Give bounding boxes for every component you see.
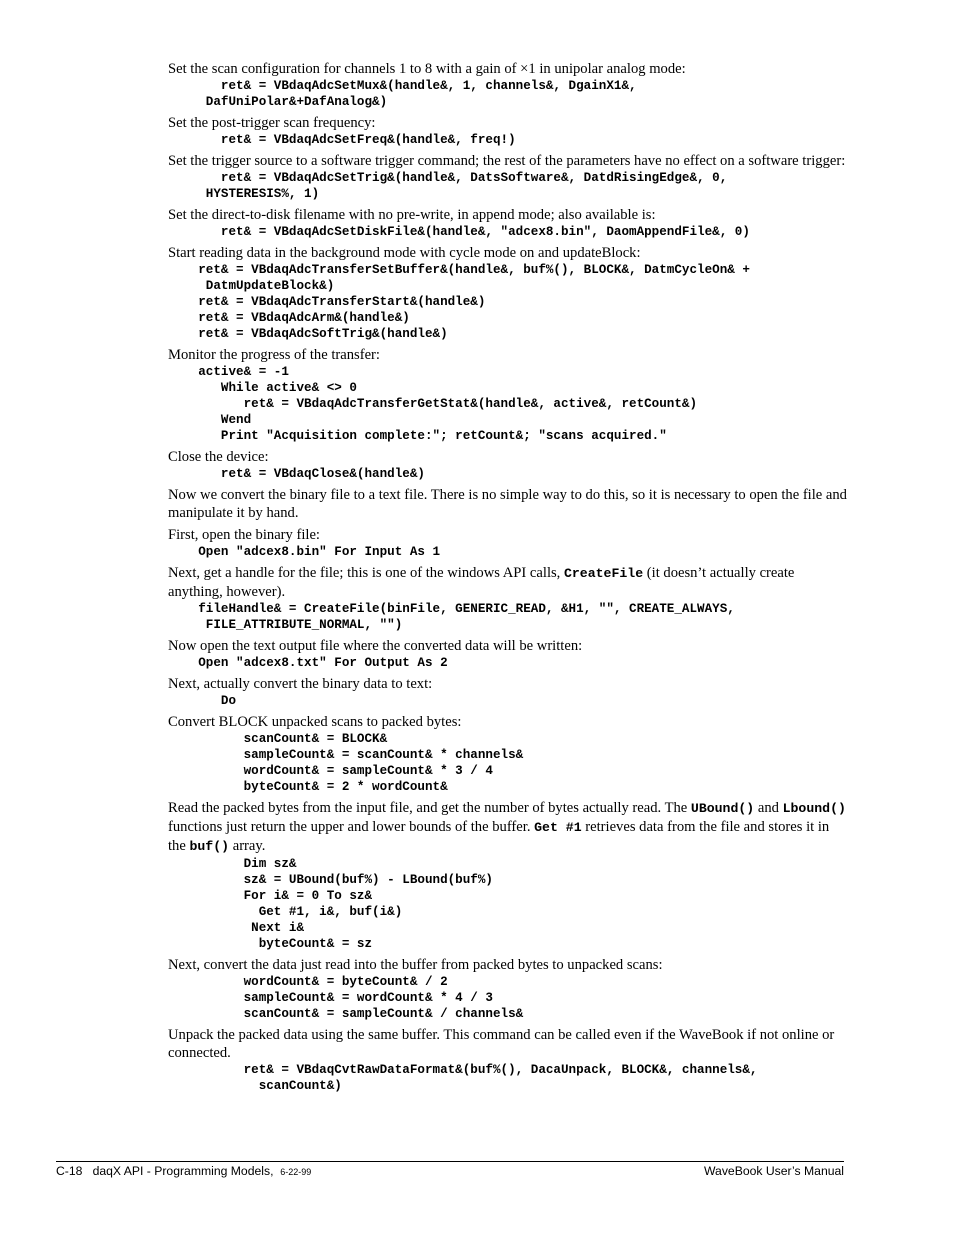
code-block: ret& = VBdaqCvtRawDataFormat&(buf%(), DacaUnpack, BLOCK&, channels&, scanCount&) [243,1063,758,1093]
text-run: retrieves data from the file and stores it in the [168,819,830,854]
code-block: wordCount& = byteCount& / 2 sampleCount& = wordCount& * 4 / 3 scanCount& = sampleCount& / channels& [243,975,524,1021]
paragraph: Unpack the packed data using the same buffer. This command can be called even if the WaveBook if not online or connected. [168,1027,835,1061]
paragraph: Set the post-trigger scan frequency: [168,115,376,131]
paragraph [168,564,848,601]
footer-manual-title: WaveBook User’s Manual [704,1164,844,1178]
inline-code: CreateFile [563,566,644,581]
paragraph: Convert BLOCK unpacked scans to packed bytes: [168,714,462,730]
footer-date: 6-22-99 [280,1167,312,1177]
text-run: Read the packed bytes from the input file, and get the number of bytes actually read. The [168,800,691,816]
paragraph: First, open the binary file: [168,527,320,543]
code-block: scanCount& = BLOCK& sampleCount& = scanCount& * channels& wordCount& = sampleCount& * 3 / 4 byteCount& = 2 * wordCount& [243,732,524,794]
paragraph: Set the direct-to-disk filename with no pre-write, in append mode; also available is: [168,207,656,223]
paragraph: Set the trigger source to a software trigger command; the rest of the parameters have no effect on a software trigger: [168,153,846,169]
code-block: Open "adcex8.txt" For Output As 2 [168,656,448,670]
code-block: Do [168,694,237,708]
footer-left [56,1164,311,1178]
text-run: array. [229,838,266,854]
paragraph: Next, convert the data just read into the buffer from packed bytes to unpacked scans: [168,957,663,973]
paragraph: Set the scan configuration for channels 1 to 8 with a gain of ×1 in unipolar analog mode: [168,61,686,77]
code-block: ret& = VBdaqAdcSetMux&(handle&, 1, channels&, DgainX1&, DafUniPolar&+DafAnalog&) [205,79,637,109]
code-block: ret& = VBdaqAdcSetFreq&(handle&, freq!) [168,133,516,147]
paragraph: Start reading data in the background mode with cycle mode on and updateBlock: [168,245,641,261]
text-run: Next, get a handle for the file; this is one of the windows API calls, [168,565,564,581]
text-run: (it doesn’t actually create anything, however). [168,565,795,600]
code-block: ret& = VBdaqAdcTransferSetBuffer&(handle&, buf%(), BLOCK&, DatmCycleOn& + DatmUpdateBlock&) ret& = VBdaqAdcTransferStart&(handle&) ret& = VBdaqAdcArm&(handle&) ret& = VBdaqAdcSoftTrig&(handle&) [198,263,750,341]
text-run: functions just return the upper and lower bounds of the buffer. [168,819,535,835]
inline-code: buf() [189,839,230,854]
page-body [168,60,848,1094]
code-block: fileHandle& = CreateFile(binFile, GENERIC_READ, &H1, "", CREATE_ALWAYS, FILE_ATTRIBUTE_NORMAL, "") [198,602,735,632]
inline-code: Lbound() [782,801,846,816]
inline-code: UBound() [690,801,755,816]
page-number: C-18 [56,1164,83,1178]
paragraph [168,799,848,856]
code-block: Open "adcex8.bin" For Input As 1 [168,545,441,559]
paragraph: Now we convert the binary file to a text file. There is no simple way to do this, so it is necessary to open the file and manipulate it by hand. [168,487,847,521]
text-run: and [754,800,783,816]
code-block: Dim sz& sz& = UBound(buf%) - LBound(buf%) For i& = 0 To sz& Get #1, i&, buf(i&) Next i& byteCount& = sz [243,857,493,951]
code-block: ret& = VBdaqAdcSetTrig&(handle&, DatsSoftware&, DatdRisingEdge&, 0, HYSTERESIS%, 1) [205,171,728,201]
footer-section: daqX API - Programming Models, [92,1164,274,1178]
paragraph: Close the device: [168,449,269,465]
paragraph: Next, actually convert the binary data to text: [168,676,433,692]
inline-code: Get #1 [534,820,582,835]
footer-divider [56,1161,844,1162]
paragraph: Monitor the progress of the transfer: [168,347,380,363]
paragraph: Now open the text output file where the converted data will be written: [168,638,583,654]
code-block: active& = -1 While active& <> 0 ret& = VBdaqAdcTransferGetStat&(handle&, active&, retCount&) Wend Print "Acquisition complete:"; retCount&; "scans acquired." [198,365,698,443]
code-block: ret& = VBdaqClose&(handle&) [168,467,425,481]
code-block: ret& = VBdaqAdcSetDiskFile&(handle&, "adcex8.bin", DaomAppendFile&, 0) [168,225,750,239]
